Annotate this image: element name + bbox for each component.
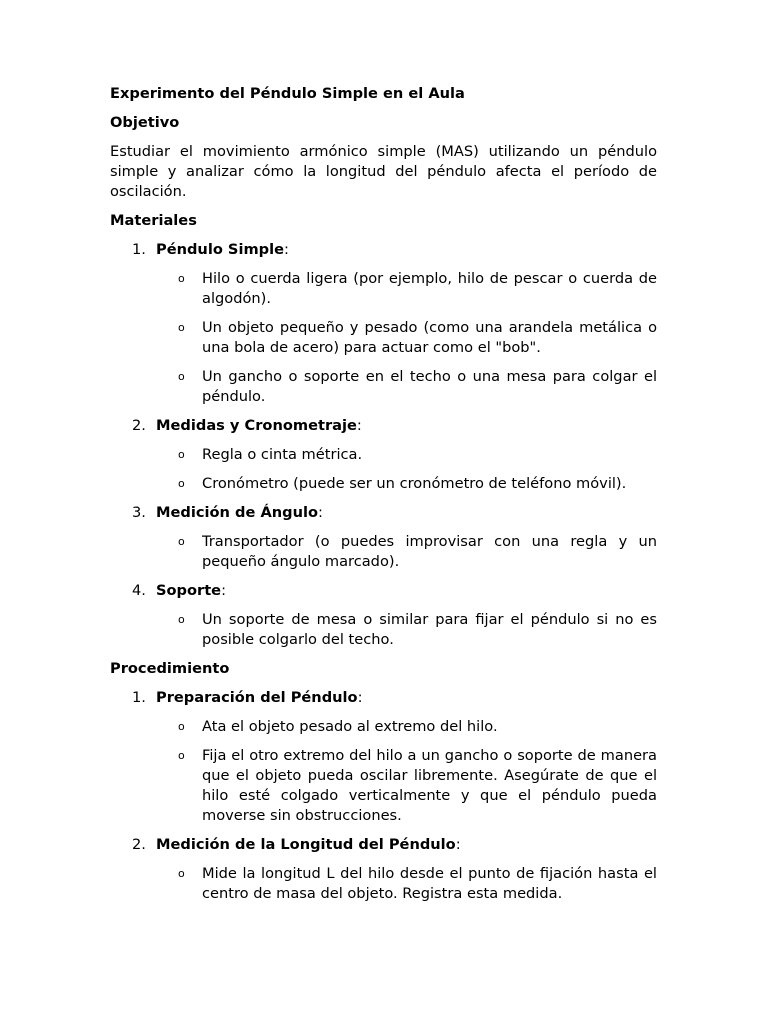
bullet-item — [110, 717, 657, 737]
list-number: 3. — [132, 504, 146, 521]
list-item-title: Medición de Ángulo — [156, 504, 318, 521]
bullet-item — [110, 610, 657, 650]
section-heading-materiales: Materiales — [110, 212, 197, 229]
section-heading-objetivo: Objetivo — [110, 114, 180, 131]
bullet-icon: o — [178, 321, 185, 334]
bullet-text: Transportador (o puedes improvisar con una regla y un pequeño ángulo marcado). — [202, 533, 657, 570]
bullet-icon: o — [178, 272, 185, 285]
bullet-item — [110, 318, 657, 358]
bullet-list — [110, 445, 657, 494]
bullet-text: Un soporte de mesa o similar para fijar el péndulo si no es posible colgarlo del techo. — [202, 611, 657, 648]
list-item — [110, 240, 657, 407]
bullet-text: Un gancho o soporte en el techo o una mesa para colgar el péndulo. — [202, 368, 657, 405]
bullet-text: Un objeto pequeño y pesado (como una arandela metálica o una bola de acero) para actuar como el "bob". — [202, 319, 657, 356]
bullet-item — [110, 367, 657, 407]
list-item-title: Medidas y Cronometraje — [156, 417, 357, 434]
document-title: Experimento del Péndulo Simple en el Aula — [110, 85, 465, 102]
bullet-text: Hilo o cuerda ligera (por ejemplo, hilo de pescar o cuerda de algodón). — [202, 270, 657, 307]
bullet-icon: o — [178, 535, 185, 548]
list-item — [110, 688, 657, 826]
objetivo-paragraph: Estudiar el movimiento armónico simple (MAS) utilizando un péndulo simple y analizar cómo la longitud del péndulo afecta el período de oscilación. — [110, 143, 657, 200]
list-item — [110, 835, 657, 904]
list-number: 1. — [132, 689, 146, 706]
list-number: 1. — [132, 241, 146, 258]
bullet-item — [110, 474, 657, 494]
bullet-icon: o — [178, 448, 185, 461]
bullet-text: Ata el objeto pesado al extremo del hilo. — [202, 718, 498, 735]
bullet-text: Regla o cinta métrica. — [202, 446, 363, 463]
bullet-icon: o — [178, 749, 185, 762]
list-item-colon: : — [357, 689, 363, 706]
bullet-text: Fija el otro extremo del hilo a un gancho o soporte de manera que el objeto pueda oscilar libremente. Asegúrate de que el hilo esté colgado verticalmente y que el péndulo pueda moverse sin obstrucciones. — [202, 747, 657, 824]
section-heading-procedimiento: Procedimiento — [110, 660, 230, 677]
list-number: 4. — [132, 582, 146, 599]
bullet-list — [110, 532, 657, 572]
list-item-colon: : — [318, 504, 323, 521]
list-item-title: Preparación del Péndulo — [156, 689, 358, 706]
bullet-icon: o — [178, 720, 185, 733]
bullet-item — [110, 445, 657, 465]
bullet-item — [110, 746, 657, 826]
bullet-list — [110, 269, 657, 407]
list-item-title: Péndulo Simple — [156, 241, 284, 258]
bullet-item — [110, 864, 657, 904]
bullet-icon: o — [178, 477, 185, 490]
bullet-icon: o — [178, 370, 185, 383]
list-item — [110, 416, 657, 494]
list-item-colon: : — [455, 836, 461, 853]
bullet-icon: o — [178, 613, 185, 626]
bullet-list — [110, 864, 657, 904]
list-item-colon: : — [221, 582, 227, 599]
list-number: 2. — [132, 836, 146, 853]
bullet-icon: o — [178, 867, 185, 880]
procedimiento-list — [110, 688, 657, 904]
bullet-text: Cronómetro (puede ser un cronómetro de teléfono móvil). — [202, 475, 627, 492]
bullet-item — [110, 532, 657, 572]
list-item — [110, 581, 657, 650]
list-number: 2. — [132, 417, 146, 434]
document-page — [110, 84, 657, 913]
list-item-title: Medición de la Longitud del Péndulo — [156, 836, 456, 853]
materiales-list — [110, 240, 657, 650]
list-item-title: Soporte — [156, 582, 222, 599]
list-item — [110, 503, 657, 572]
list-item-colon: : — [356, 417, 362, 434]
list-item-colon: : — [284, 241, 289, 258]
bullet-list — [110, 610, 657, 650]
bullet-text: Mide la longitud L del hilo desde el punto de fijación hasta el centro de masa del objeto. Registra esta medida. — [202, 865, 657, 902]
bullet-item — [110, 269, 657, 309]
bullet-list — [110, 717, 657, 826]
